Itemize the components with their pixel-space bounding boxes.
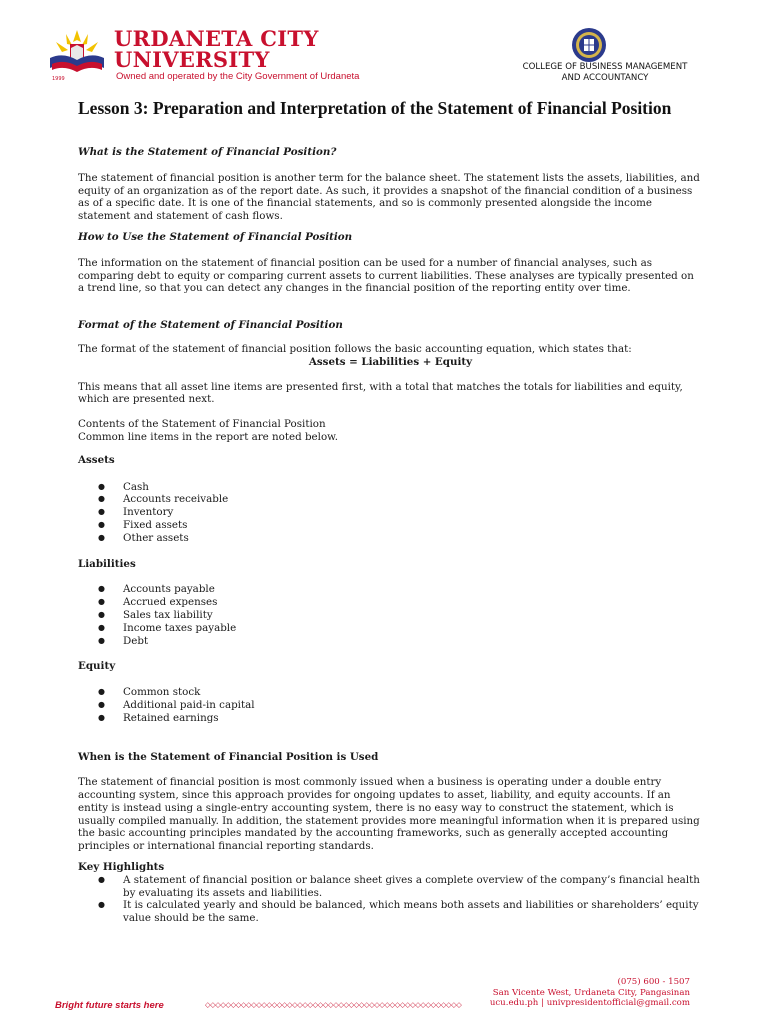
list-item: ● It is calculated yearly and should be balanced, which means both assets and liabilities or shareholders’ equity value should be the same.	[78, 899, 703, 925]
format-explain: This means that all asset line items are presented first, with a total that matches the totals for liabilities and equity, which are presented next.	[78, 380, 683, 406]
list-item: ● Accrued expenses	[78, 596, 703, 609]
lesson-content	[78, 146, 703, 925]
footer-web-email: ucu.edu.ph | univpresidentofficial@gmail.com	[489, 998, 690, 1008]
college-name	[470, 62, 740, 83]
what-heading: What is the Statement of Financial Position?	[78, 146, 337, 158]
footer-address: San Vicente West, Urdaneta City, Pangasinan	[492, 987, 690, 998]
liabilities-heading: Liabilities	[78, 557, 136, 570]
university-name	[114, 28, 319, 70]
lesson-title: Lesson 3: Preparation and Interpretation of the Statement of Financial Position	[78, 98, 672, 118]
accounting-equation: Assets = Liabilities + Equity	[308, 355, 473, 368]
college-name-line1: COLLEGE OF BUSINESS MANAGEMENT	[522, 62, 688, 72]
list-item: ● A statement of financial position or balance sheet gives a complete overview of the company’s financial health by evaluating its assets and liabilities.	[78, 874, 703, 900]
contents-line1: Contents of the Statement of Financial Position	[78, 418, 326, 431]
list-item: ● Cash	[78, 481, 703, 494]
assets-heading: Assets	[78, 453, 115, 466]
assets-list	[78, 481, 703, 545]
list-item: ● Debt	[78, 635, 703, 648]
list-item: ● Sales tax liability	[78, 609, 703, 622]
equity-heading: Equity	[78, 660, 116, 673]
liabilities-list	[78, 583, 703, 647]
footer-phone: (075) 600 - 1507	[617, 977, 690, 987]
list-item: ● Common stock	[78, 686, 703, 699]
owned-by-text: Owned and operated by the City Government of Urdaneta	[116, 71, 360, 82]
how-body: The information on the statement of financial position can be used for a number of financial analyses, such as comparing debt to equity or comparing current assets to current liabilities. These analyses are typically presented on a trend line, so that you can detect any changes in the financial position of the reporting entity over time.	[78, 256, 694, 295]
what-body: The statement of financial position is another term for the balance sheet. The statement lists the assets, liabilities, and equity of an organization as of the report date. As such, it provides a snapshot of the financial condition of a business as of a specific date. It is one of the financial statements, and so is commonly presented alongside the income statement and statement of cash flows.	[78, 171, 700, 223]
equity-list	[78, 686, 703, 724]
list-item: ● Additional paid-in capital	[78, 699, 703, 712]
university-logo-icon	[48, 28, 106, 82]
when-heading: When is the Statement of Financial Position is Used	[78, 750, 379, 763]
when-body: The statement of financial position is most commonly issued when a business is operating under a double entry accounting system, since this approach provides for ongoing updates to asset, liability, and equity accounts. If an entity is instead using a single-entry accounting system, there is no easy way to construct the statement, which is usually compiled manually. In addition, the statement provides more meaningful information when it is prepared using the basic accounting principles mandated by the accounting frameworks, such as generally accepted accounting principles or international financial reporting standards.	[78, 776, 700, 853]
format-intro: The format of the statement of financial position follows the basic accounting equation, which states that:	[78, 342, 632, 355]
list-item: ● Accounts payable	[78, 583, 703, 596]
list-item: ● Fixed assets	[78, 519, 703, 532]
university-name-line2: UNIVERSITY	[114, 47, 270, 72]
footer-diamond-divider: ◇◇◇◇◇◇◇◇◇◇◇◇◇◇◇◇◇◇◇◇◇◇◇◇◇◇◇◇◇◇◇◇◇◇◇◇◇◇◇◇◇◇◇◇◇◇◇◇◇◇	[205, 1000, 462, 1009]
highlights-heading: Key Highlights	[78, 861, 165, 874]
footer-tagline: Bright future starts here	[55, 1000, 164, 1011]
list-item: ● Inventory	[78, 506, 703, 519]
how-heading: How to Use the Statement of Financial Position	[78, 230, 353, 243]
college-seal-icon	[571, 27, 607, 63]
university-name-line1: URDANETA CITY	[114, 26, 319, 51]
list-item: ● Other assets	[78, 532, 703, 545]
list-item: ● Retained earnings	[78, 712, 703, 725]
contents-line2: Common line items in the report are noted below.	[78, 430, 339, 443]
college-name-line2: AND ACCOUNTANCY	[561, 72, 649, 83]
list-item: ● Accounts receivable	[78, 493, 703, 506]
logo-year: 1999	[52, 76, 65, 82]
format-heading: Format of the Statement of Financial Position	[78, 319, 343, 332]
list-item: ● Income taxes payable	[78, 622, 703, 635]
footer-contact	[490, 977, 690, 1009]
highlights-list	[78, 874, 703, 925]
